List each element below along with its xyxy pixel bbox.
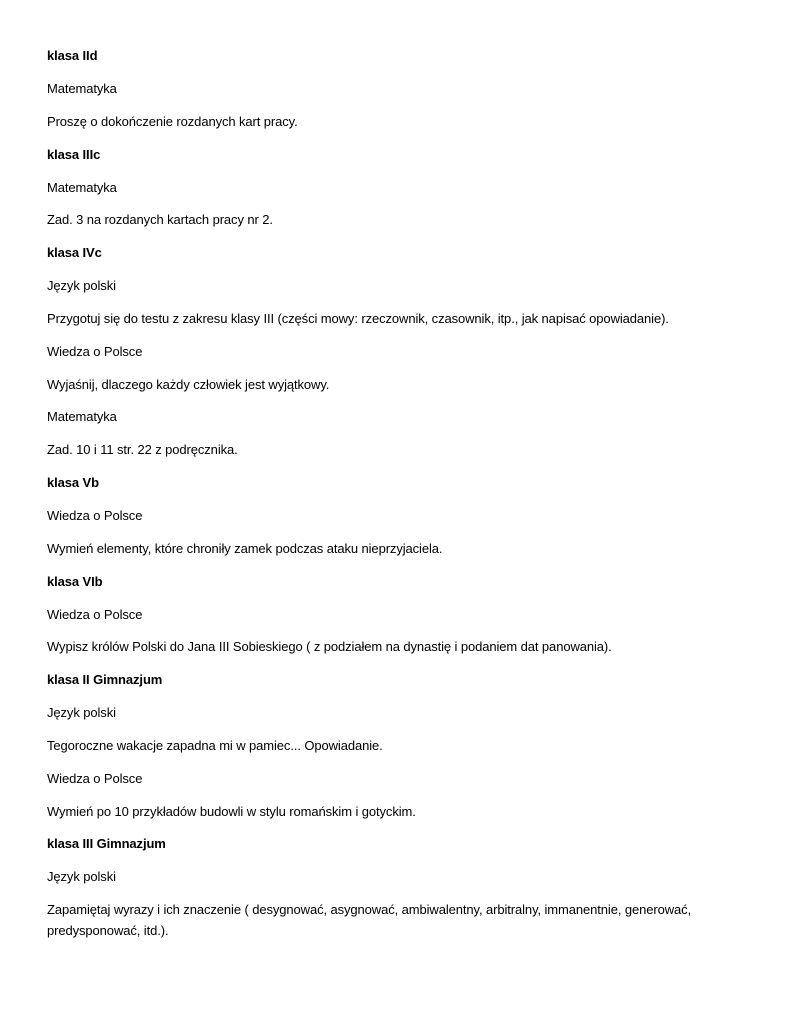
task-text: Przygotuj się do testu z zakresu klasy III (części mowy: rzeczownik, czasownik, itp., jak napisać opowiadanie). (47, 311, 669, 326)
task-text: Zad. 3 na rozdanych kartach pracy nr 2. (47, 212, 273, 227)
task-text: Wymień po 10 przykładów budowli w stylu romańskim i gotyckim. (47, 804, 416, 819)
class-heading: klasa VIb (47, 574, 103, 589)
class-heading: klasa III Gimnazjum (47, 836, 166, 851)
class-heading: klasa IIIc (47, 147, 101, 162)
class-heading: klasa Vb (47, 475, 99, 490)
subject-label: Wiedza o Polsce (47, 771, 143, 786)
task-text: Proszę o dokończenie rozdanych kart pracy. (47, 114, 298, 129)
subject-label: Język polski (47, 869, 116, 884)
class-heading: klasa IVc (47, 245, 102, 260)
task-text: Zad. 10 i 11 str. 22 z podręcznika. (47, 442, 238, 457)
task-text: Wymień elementy, które chroniły zamek podczas ataku nieprzyjaciela. (47, 541, 443, 556)
task-text: Zapamiętaj wyrazy i ich znaczenie ( desygnować, asygnować, ambiwalentny, arbitralny, immanentnie, generować, predysponować, itd.). (47, 902, 692, 938)
task-text: Wypisz królów Polski do Jana III Sobieskiego ( z podziałem na dynastię i podaniem dat panowania). (47, 639, 612, 654)
subject-label: Matematyka (47, 180, 117, 195)
subject-label: Wiedza o Polsce (47, 344, 143, 359)
class-heading: klasa II Gimnazjum (47, 672, 163, 687)
class-heading: klasa IId (47, 48, 98, 63)
subject-label: Matematyka (47, 81, 117, 96)
subject-label: Język polski (47, 705, 116, 720)
task-text: Wyjaśnij, dlaczego każdy człowiek jest wyjątkowy. (47, 377, 330, 392)
subject-label: Wiedza o Polsce (47, 508, 143, 523)
task-text: Tegoroczne wakacje zapadna mi w pamiec... Opowiadanie. (47, 738, 383, 753)
subject-label: Matematyka (47, 409, 117, 424)
subject-label: Język polski (47, 278, 116, 293)
subject-label: Wiedza o Polsce (47, 607, 143, 622)
